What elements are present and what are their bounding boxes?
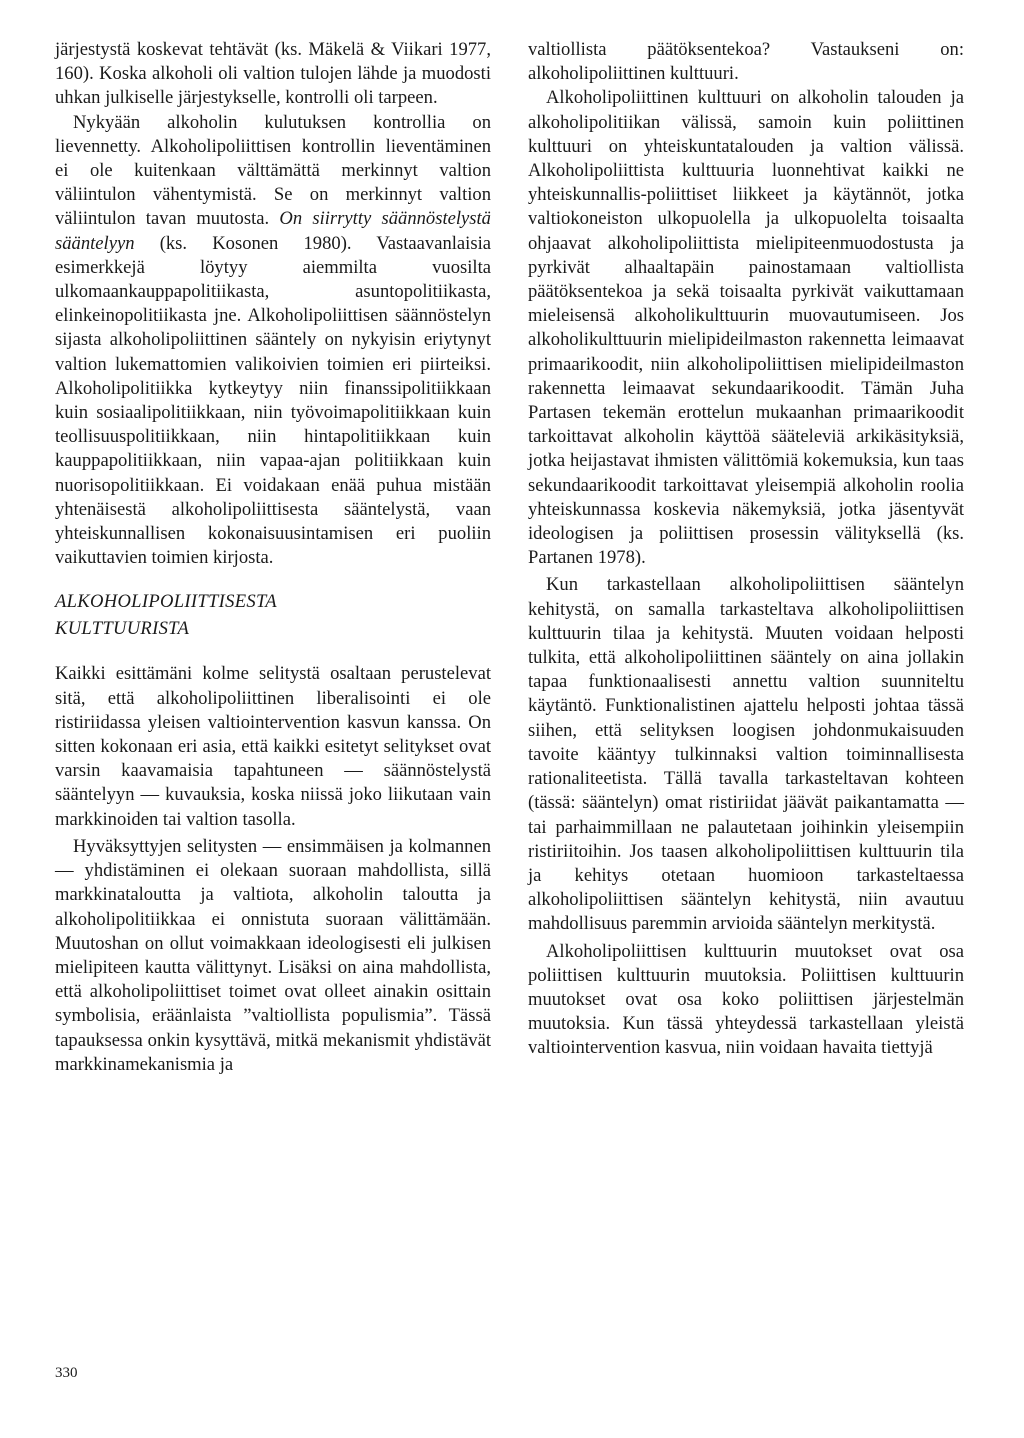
paragraph: Alkoholipoliittinen kulttuuri on alkoholin talouden ja alkoholipolitiikan välissä, samoin kuin poliittinen kulttuuri on yhteiskuntatalouden ja valtion välissä. Alkoholipoliittista kulttuuria luonnehtivat kaikki ne yhteiskunnallis-poliittiset liikkeet ja käytännöt, jotka valtiokoneiston ulkopuolella ja ulkopuolelta toisaalta ohjaavat alkoholipoliittista mielipiteenmuodostusta ja pyrkivät alhaaltapäin painostamaan valtiollista päätöksentekoa ja sekä toisaalta pyrkivät vaikuttamaan mieleisensä alkoholikulttuurin muovautumiseen. Jos alkoholikulttuurin mielipideilmaston rakennetta leimaavat primaarikoodit, niin alkoholipoliittisen mielipideilmaston rakennetta leimaavat sekundaarikoodit. Tämän Juha Partasen tekemän erottelun mukaanhan primaarikoodit tarkoittavat alkoholin käyttöä sääteleviä arkikäsityksiä, jotka heijastavat ihmisten välittömiä kokemuksia, kun taas sekundaarikoodit tarkoittavat yleisempiä alkoholin roolia yhteiskunnassa koskevia näkemyksiä, jotka jäsentyvät ideologisen ja poliittisen prosessin välityksellä (ks. Partanen 1978). [528, 87, 964, 569]
paragraph: Alkoholipoliittisen kulttuurin muutokset ovat osa poliittisen kulttuurin muutoksia. Poliittisen kulttuurin muutokset ovat osa koko poliittisen järjestelmän muutoksia. Kun tässä yhteydessä tarkastellaan yleistä valtiointervention kasvua, niin voidaan havaita tiettyjä [528, 940, 964, 1059]
paragraph: järjestystä koskevat tehtävät (ks. Mäkelä & Viikari 1977, 160). Koska alkoholi oli valtion tulojen lähde ja muodosti uhkan julkiselle järjestykselle, kontrolli oli tarpeen. [55, 39, 491, 109]
paragraph-text: (ks. Kosonen 1980). Vastaavanlaisia esimerkkejä löytyy aiemmilta vuosilta ulkomaankauppapolitiikasta, asuntopolitiikasta, elinkeinopolitiikasta jne. Alkoholipoliittisen säännöstelyn sijasta alkoholipoliittinen sääntely on nykyisin eriytynyt valtion lukemattomien valikoivien toimien eri piirteiksi. Alkoholipolitiikka kytkeytyy niin finanssipolitiikkaan kuin sosiaalipolitiikkaan, niin työvoimapolitiikkaan kuin teollisuuspolitiikkaan, niin hintapolitiikkaan kuin kauppapolitiikkaan, niin vapaa-ajan politiikkaan kuin nuorisopolitiikkaan. Ei voidakaan enää puhua mistään yhtenäisestä alkoholipoliittisesta sääntelystä, vaan yhteiskunnallisen kokonaisuusintamisen eri puoliin vaikuttavien toimien kirjosta. [55, 232, 491, 569]
paragraph: Kun tarkastellaan alkoholipoliittisen sääntelyn kehitystä, on samalla tarkasteltava alkoholipoliittisen kulttuurin tilaa ja kehitystä. Muuten voidaan helposti tulkita, että alkoholipoliittinen sääntely on aina jollakin tapaa funktionaalisesti annettu valtion suunniteltu käytäntö. Funktionalistinen ajattelu helposti johtaa tässä siihen, että selityksen loogisen johdonmukaisuuden tavoite kääntyy tulkinnaksi valtion toiminnallisesta rationaliteetista. Tällä tavalla tarkasteltavan kohteen (tässä: sääntelyn) omat ristiriidat jäävät paikantamatta — tai parhaimmillaan ne palautetaan joihinkin yleisempiin ristiriitoihin. Jos taasen alkoholipoliittisen kulttuurin tila ja kehitys otetaan huomioon tarkasteltaessa alkoholipoliittisen sääntelyn kehitystä, niin avautuu mahdollisuus paremmin arvioida sääntelyn merkitystä. [528, 574, 964, 935]
italic-phrase: On siirrytty säännöstelystä sääntelyyn [55, 208, 491, 254]
heading-line-1: ALKOHOLIPOLIITTISESTA [55, 591, 277, 613]
paragraph: Hyväksyttyjen selitysten — ensimmäisen ja kolmannen — yhdistäminen ei olekaan suoraan mahdollista, sillä markkinataloutta ja valtiota, alkoholin taloutta ja alkoholipolitiikkaa ei onnistuta suoraan välittämään. Muutoshan on ollut voimakkaan ideologisesti eli julkisen mielipiteen kautta välittynyt. Lisäksi on aina mahdollista, että alkoholipoliittiset toimet ovat olleet ainakin osittain symbolisia, eräänlaista ”valtiollista populismia”. Tässä tapauksessa onkin kysyttävä, mitkä mekanismit yhdistävät markkinamekanismia ja [55, 835, 491, 1075]
paragraph-text: Nykyään alkoholin kulutuksen kontrollia on lievennetty. Alkoholipoliittisen kontrollin lieventäminen ei ole kuitenkaan välttämättä merkinnyt valtion väliintulon vähentymistä. Se on merkinnyt valtion väliintulon tavan muutosta. [55, 111, 491, 230]
right-column [528, 38, 964, 1061]
paragraph: valtiollista päätöksentekoa? Vastaukseni on: alkoholipoliittinen kulttuuri. [528, 39, 964, 85]
paragraph: Kaikki esittämäni kolme selitystä osaltaan perustelevat sitä, että alkoholipoliittinen liberalisointi ei ole ristiriidassa yleisen valtiointervention kasvun kanssa. On sitten kokonaan eri asia, että kaikki esitetyt selitykset ovat varsin kaavamaisia tapahtuneen — säännöstelystä sääntelyyn — kuvauksia, koska niissä joko liikutaan vain markkinoiden tai valtion tasolla. [55, 663, 491, 830]
left-column [55, 38, 491, 1077]
paragraph [55, 111, 491, 571]
heading-line-2: KULTTUURISTA [55, 618, 190, 640]
page-number: 330 [55, 1365, 78, 1381]
section-heading [55, 588, 491, 642]
